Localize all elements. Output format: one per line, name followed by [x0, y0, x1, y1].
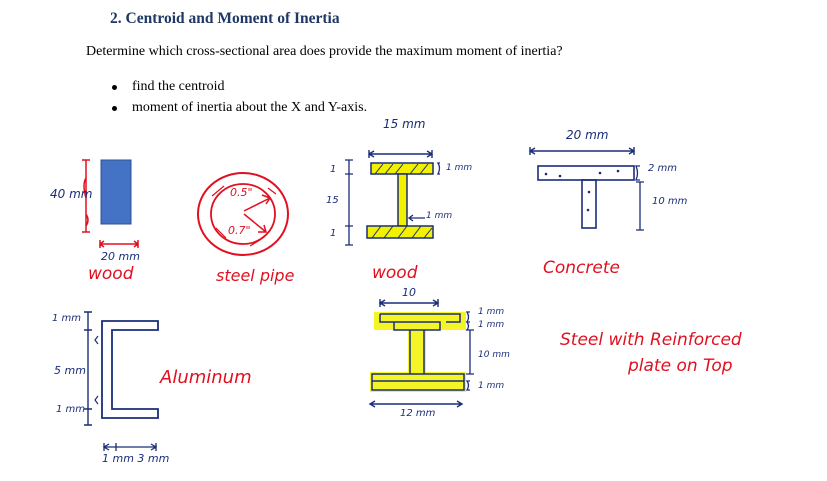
c-top-label: 1 mm	[52, 313, 82, 324]
c-bottom-label: 1 mm	[56, 404, 86, 415]
bullet-item: find the centroid	[112, 78, 367, 99]
ibeam-web-label: 1 mm	[426, 211, 453, 221]
t-width-label: 20 mm	[566, 128, 609, 142]
sr-bottom-label: 12 mm	[400, 408, 436, 419]
wood-height-label: 40 mm	[50, 187, 93, 201]
ibeam-flange-label: 1 mm	[446, 163, 473, 173]
wood-width-label: 20 mm	[101, 250, 140, 263]
t-stem-label: 10 mm	[652, 196, 688, 207]
sr-top-label: 10	[402, 286, 416, 299]
c-middle-label: 5 mm	[54, 364, 86, 377]
pipe-outer-label: 0.5"	[230, 186, 253, 199]
c-width-label: 1 mm 3 mm	[102, 452, 170, 465]
concrete-t-shape	[530, 147, 644, 230]
sr-material-label-1: Steel with Reinforced	[560, 330, 742, 350]
sr-right-label: 1 mm	[478, 307, 505, 317]
sr-material-label-2: plate on Top	[628, 356, 733, 376]
aluminum-c-shape	[84, 312, 158, 451]
sr-right-label: 1 mm	[478, 381, 505, 391]
sr-right-label: 10 mm	[478, 350, 510, 360]
sr-right-label: 1 mm	[478, 320, 505, 330]
ibeam-height-label: 15	[326, 195, 339, 206]
ibeam-width-label: 15 mm	[383, 117, 426, 131]
steel-reinforced-shape	[370, 299, 474, 407]
bullet-item: moment of inertia about the X and Y-axis.	[112, 99, 367, 120]
t-flange-label: 2 mm	[648, 163, 678, 174]
wood-rectangle-shape	[82, 160, 138, 248]
pipe-material-label: steel pipe	[216, 266, 295, 285]
ibeam-height-label: 1	[330, 228, 337, 239]
wood-material-label: wood	[88, 264, 134, 284]
ibeam-height-label: 1	[330, 164, 337, 175]
wood-ibeam-shape	[345, 150, 440, 245]
t-material-label: Concrete	[543, 258, 620, 278]
pipe-inner-label: 0.7"	[228, 224, 251, 237]
c-material-label: Aluminum	[160, 367, 252, 388]
question-text: Determine which cross-sectional area does provide the maximum moment of inertia?	[86, 44, 563, 59]
section-title: 2. Centroid and Moment of Inertia	[110, 10, 340, 27]
ibeam-material-label: wood	[372, 263, 418, 283]
